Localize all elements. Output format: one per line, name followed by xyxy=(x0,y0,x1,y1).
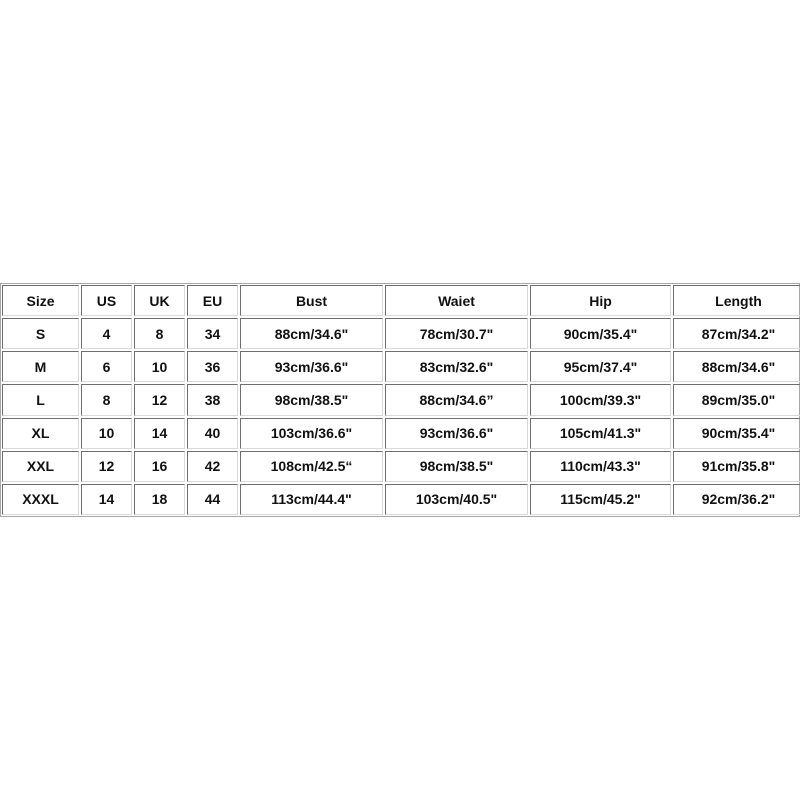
cell-hip: 90cm/35.4" xyxy=(530,318,671,349)
cell-bust: 103cm/36.6" xyxy=(240,418,383,449)
cell-eu: 34 xyxy=(187,318,238,349)
column-header-hip: Hip xyxy=(530,285,671,316)
table-row xyxy=(2,351,800,382)
cell-bust: 93cm/36.6" xyxy=(240,351,383,382)
column-header-length: Length xyxy=(673,285,800,316)
size-table xyxy=(0,283,800,517)
cell-size: XL xyxy=(2,418,79,449)
table-header-row xyxy=(2,285,800,316)
column-header-waist: Waiet xyxy=(385,285,528,316)
cell-size: L xyxy=(2,384,79,415)
cell-bust: 98cm/38.5" xyxy=(240,384,383,415)
cell-hip: 115cm/45.2" xyxy=(530,484,671,515)
cell-waist: 93cm/36.6" xyxy=(385,418,528,449)
cell-size: XXL xyxy=(2,451,79,482)
cell-waist: 98cm/38.5" xyxy=(385,451,528,482)
cell-bust: 108cm/42.5“ xyxy=(240,451,383,482)
cell-length: 87cm/34.2" xyxy=(673,318,800,349)
column-header-uk: UK xyxy=(134,285,185,316)
cell-us: 12 xyxy=(81,451,132,482)
cell-waist: 88cm/34.6” xyxy=(385,384,528,415)
cell-uk: 16 xyxy=(134,451,185,482)
cell-hip: 105cm/41.3" xyxy=(530,418,671,449)
cell-eu: 44 xyxy=(187,484,238,515)
cell-us: 4 xyxy=(81,318,132,349)
column-header-bust: Bust xyxy=(240,285,383,316)
cell-length: 92cm/36.2" xyxy=(673,484,800,515)
cell-uk: 12 xyxy=(134,384,185,415)
cell-length: 91cm/35.8" xyxy=(673,451,800,482)
cell-hip: 95cm/37.4" xyxy=(530,351,671,382)
cell-length: 89cm/35.0" xyxy=(673,384,800,415)
cell-us: 14 xyxy=(81,484,132,515)
cell-eu: 42 xyxy=(187,451,238,482)
cell-eu: 36 xyxy=(187,351,238,382)
column-header-eu: EU xyxy=(187,285,238,316)
cell-waist: 103cm/40.5" xyxy=(385,484,528,515)
table-row xyxy=(2,384,800,415)
cell-uk: 18 xyxy=(134,484,185,515)
size-chart xyxy=(0,283,800,517)
cell-length: 90cm/35.4" xyxy=(673,418,800,449)
table-row xyxy=(2,418,800,449)
cell-length: 88cm/34.6" xyxy=(673,351,800,382)
cell-waist: 83cm/32.6" xyxy=(385,351,528,382)
cell-size: M xyxy=(2,351,79,382)
cell-eu: 40 xyxy=(187,418,238,449)
cell-waist: 78cm/30.7" xyxy=(385,318,528,349)
table-row xyxy=(2,451,800,482)
cell-size: XXXL xyxy=(2,484,79,515)
table-row xyxy=(2,484,800,515)
cell-bust: 113cm/44.4" xyxy=(240,484,383,515)
cell-us: 8 xyxy=(81,384,132,415)
table-row xyxy=(2,318,800,349)
cell-bust: 88cm/34.6" xyxy=(240,318,383,349)
column-header-us: US xyxy=(81,285,132,316)
cell-uk: 14 xyxy=(134,418,185,449)
cell-uk: 10 xyxy=(134,351,185,382)
cell-us: 6 xyxy=(81,351,132,382)
cell-uk: 8 xyxy=(134,318,185,349)
cell-hip: 100cm/39.3" xyxy=(530,384,671,415)
cell-us: 10 xyxy=(81,418,132,449)
cell-eu: 38 xyxy=(187,384,238,415)
cell-hip: 110cm/43.3" xyxy=(530,451,671,482)
column-header-size: Size xyxy=(2,285,79,316)
cell-size: S xyxy=(2,318,79,349)
